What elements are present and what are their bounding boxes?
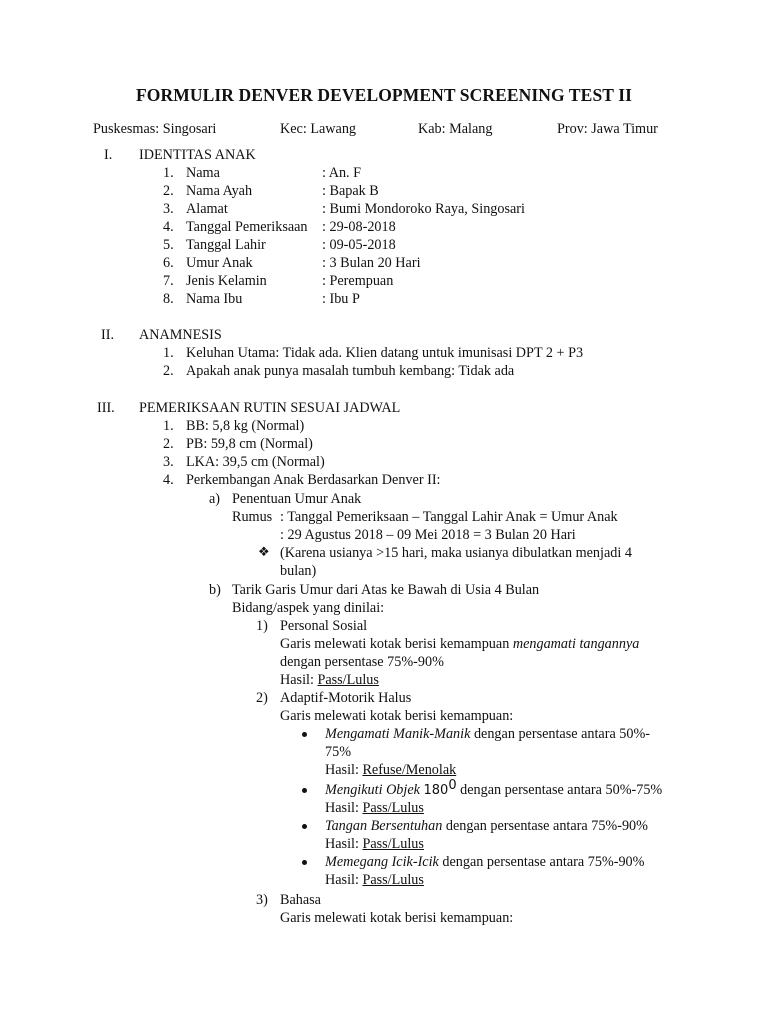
aspect-description: Garis melewati kotak berisi kemampuan: bbox=[280, 708, 514, 724]
identitas-number: 7. bbox=[163, 273, 174, 289]
identitas-value: : 09-05-2018 bbox=[322, 237, 396, 253]
anamnesis-number: 1. bbox=[163, 345, 174, 361]
bullet-icon bbox=[302, 732, 307, 737]
section-2-heading: ANAMNESIS bbox=[139, 327, 222, 343]
pemeriksaan-number: 1. bbox=[163, 418, 174, 434]
aspect-number: 3) bbox=[256, 892, 268, 908]
rumus-label: Rumus bbox=[232, 509, 273, 525]
pemeriksaan-text: LKA: 39,5 cm (Normal) bbox=[186, 454, 325, 470]
result-value: Pass/Lulus bbox=[317, 672, 379, 688]
skill-result: Hasil: Pass/Lulus bbox=[325, 872, 424, 888]
aspect-description: Garis melewati kotak berisi kemampuan mengamati tangannya bbox=[280, 636, 640, 652]
result-value: Pass/Lulus bbox=[362, 800, 424, 816]
identitas-number: 2. bbox=[163, 183, 174, 199]
identitas-label: Alamat bbox=[186, 201, 228, 217]
identitas-label: Jenis Kelamin bbox=[186, 273, 267, 289]
subsection-b-title: Tarik Garis Umur dari Atas ke Bawah di Usia 4 Bulan bbox=[232, 582, 540, 598]
skill-result: Hasil: Refuse/Menolak bbox=[325, 762, 457, 778]
aspect-name: Adaptif-Motorik Halus bbox=[280, 690, 412, 706]
result-value: Pass/Lulus bbox=[362, 872, 424, 888]
pemeriksaan-number: 2. bbox=[163, 436, 174, 452]
identitas-value: : An. F bbox=[322, 165, 362, 181]
rounding-note: (Karena usianya >15 hari, maka usianya dibulatkan menjadi 4 bbox=[280, 545, 632, 561]
section-1-heading: IDENTITAS ANAK bbox=[139, 147, 256, 163]
bullet-icon bbox=[302, 824, 307, 829]
pemeriksaan-text: Perkembangan Anak Berdasarkan Denver II: bbox=[186, 472, 441, 488]
subsection-b-label: b) bbox=[209, 582, 221, 598]
aspect-result: Hasil: Pass/Lulus bbox=[280, 672, 379, 688]
anamnesis-text: Apakah anak punya masalah tumbuh kembang: Tidak ada bbox=[186, 363, 515, 379]
identitas-value: : Perempuan bbox=[322, 273, 394, 289]
aspect-name: Bahasa bbox=[280, 892, 321, 908]
pemeriksaan-number: 3. bbox=[163, 454, 174, 470]
header-provinsi: Prov: Jawa Timur bbox=[557, 121, 658, 137]
pemeriksaan-number: 4. bbox=[163, 472, 174, 488]
aspect-description: Garis melewati kotak berisi kemampuan: bbox=[280, 910, 514, 926]
section-3-number: III. bbox=[97, 400, 115, 416]
identitas-label: Nama Ayah bbox=[186, 183, 253, 199]
skill-result: Hasil: Pass/Lulus bbox=[325, 800, 424, 816]
identitas-value: : 3 Bulan 20 Hari bbox=[322, 255, 421, 271]
diamond-bullet-icon: ❖ bbox=[258, 545, 270, 560]
skill-item-cont: 75% bbox=[325, 744, 352, 760]
subsection-a-label: a) bbox=[209, 491, 221, 507]
identitas-label: Tanggal Lahir bbox=[186, 237, 266, 253]
identitas-value: : Bapak B bbox=[322, 183, 379, 199]
subsection-b-subtitle: Bidang/aspek yang dinilai: bbox=[232, 600, 385, 616]
identitas-number: 3. bbox=[163, 201, 174, 217]
identitas-number: 5. bbox=[163, 237, 174, 253]
bullet-icon bbox=[302, 788, 307, 793]
identitas-label: Nama bbox=[186, 165, 220, 181]
skill-item: Mengamati Manik-Manik dengan persentase antara 50%- bbox=[325, 726, 651, 742]
identitas-number: 4. bbox=[163, 219, 174, 235]
section-2-number: II. bbox=[101, 327, 114, 343]
pemeriksaan-text: BB: 5,8 kg (Normal) bbox=[186, 418, 305, 434]
identitas-value: : Bumi Mondoroko Raya, Singosari bbox=[322, 201, 525, 217]
header-kabupaten: Kab: Malang bbox=[418, 121, 493, 137]
skill-result: Hasil: Pass/Lulus bbox=[325, 836, 424, 852]
rounding-note-cont: bulan) bbox=[280, 563, 317, 579]
subsection-a-title: Penentuan Umur Anak bbox=[232, 491, 362, 507]
section-1-number: I. bbox=[104, 147, 113, 163]
identitas-number: 1. bbox=[163, 165, 174, 181]
aspect-name: Personal Sosial bbox=[280, 618, 368, 634]
result-value: Pass/Lulus bbox=[362, 836, 424, 852]
result-value: Refuse/Menolak bbox=[362, 762, 457, 778]
bullet-icon bbox=[302, 860, 307, 865]
identitas-number: 6. bbox=[163, 255, 174, 271]
anamnesis-text: Keluhan Utama: Tidak ada. Klien datang untuk imunisasi DPT 2 + P3 bbox=[186, 345, 584, 361]
identitas-label: Umur Anak bbox=[186, 255, 253, 271]
aspect-description-cont: dengan persentase 75%-90% bbox=[280, 654, 444, 670]
pemeriksaan-text: PB: 59,8 cm (Normal) bbox=[186, 436, 313, 452]
header-puskesmas: Puskesmas: Singosari bbox=[93, 121, 217, 137]
header-kecamatan: Kec: Lawang bbox=[280, 121, 357, 137]
rumus-formula: : Tanggal Pemeriksaan – Tanggal Lahir Anak = Umur Anak bbox=[280, 509, 618, 525]
aspect-number: 2) bbox=[256, 690, 268, 706]
skill-item: Mengikuti Objek $180^0$ dengan persentase antara 50%-75% bbox=[325, 778, 663, 798]
skill-item: Memegang Icik-Icik dengan persentase antara 75%-90% bbox=[325, 854, 645, 870]
aspect-number: 1) bbox=[256, 618, 268, 634]
identitas-label: Nama Ibu bbox=[186, 291, 243, 307]
identitas-label: Tanggal Pemeriksaan bbox=[186, 219, 308, 235]
section-3-heading: PEMERIKSAAN RUTIN SESUAI JADWAL bbox=[139, 400, 401, 416]
rumus-calculation: : 29 Agustus 2018 – 09 Mei 2018 = 3 Bulan 20 Hari bbox=[280, 527, 576, 543]
identitas-number: 8. bbox=[163, 291, 174, 307]
document-title: FORMULIR DENVER DEVELOPMENT SCREENING TEST II bbox=[135, 85, 633, 105]
skill-item: Tangan Bersentuhan dengan persentase antara 75%-90% bbox=[325, 818, 648, 834]
identitas-value: : 29-08-2018 bbox=[322, 219, 396, 235]
identitas-value: : Ibu P bbox=[322, 291, 360, 307]
anamnesis-number: 2. bbox=[163, 363, 174, 379]
